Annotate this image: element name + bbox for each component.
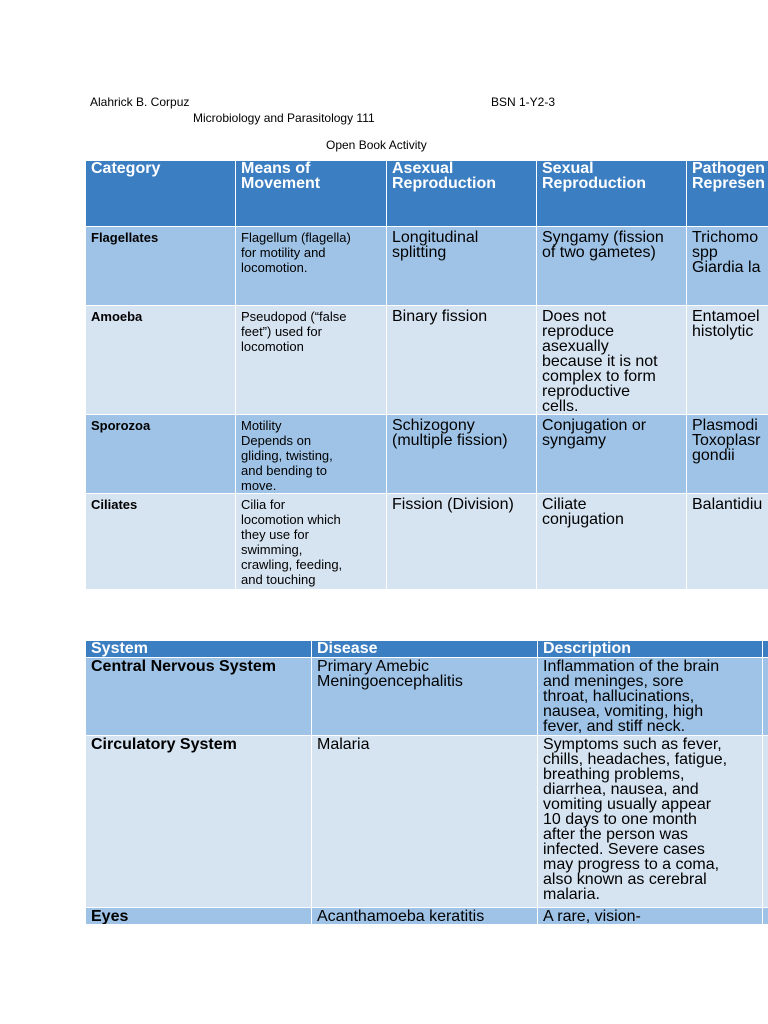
cell-disease: Malaria bbox=[312, 736, 538, 908]
cell-sexual: Conjugation or syngamy bbox=[537, 415, 687, 494]
cell-category: Flagellates bbox=[86, 227, 236, 306]
cell-asexual: Fission (Division) bbox=[387, 494, 537, 590]
cell-movement: Flagellum (flagella) for motility and locomotion. bbox=[236, 227, 387, 306]
header-category: Category bbox=[86, 161, 236, 227]
cell-sexual: Does not reproduce asexually because it is not complex to form reproductive cells. bbox=[537, 306, 687, 415]
table-row bbox=[86, 908, 768, 925]
header-asexual: Asexual Reproduction bbox=[387, 161, 537, 227]
table-row bbox=[86, 227, 768, 306]
cell-category: Amoeba bbox=[86, 306, 236, 415]
cell-description: Inflammation of the brain and meninges, sore throat, hallucinations, nausea, vomiting, high fever, and stiff neck. bbox=[538, 658, 763, 736]
cell-disease: Primary Amebic Meningoencephalitis bbox=[312, 658, 538, 736]
cell-sexual: Syngamy (fission of two gametes) bbox=[537, 227, 687, 306]
header-description: Description bbox=[538, 641, 763, 658]
table-row bbox=[86, 736, 768, 908]
cell-category: Ciliates bbox=[86, 494, 236, 590]
table-row bbox=[86, 306, 768, 415]
activity-title: Open Book Activity bbox=[326, 138, 427, 152]
cell-asexual: Binary fission bbox=[387, 306, 537, 415]
protozoa-table bbox=[85, 160, 768, 590]
header-disease: Disease bbox=[312, 641, 538, 658]
disease-table bbox=[85, 640, 768, 925]
cell-pathogen: Balantidiu bbox=[687, 494, 768, 590]
table-row bbox=[86, 494, 768, 590]
cell-disease: Acanthamoeba keratitis bbox=[312, 908, 538, 925]
header-pathogen: Pathogen Represen bbox=[687, 161, 768, 227]
cell-pathogen: Entamoel histolytic bbox=[687, 306, 768, 415]
cell-extra bbox=[763, 736, 768, 908]
cell-description: Symptoms such as fever, chills, headaches, fatigue, breathing problems, diarrhea, nausea, and vomiting usually appear 10 days to one month after the person was infected. Severe cases may progress to a coma, also known as cerebral malaria. bbox=[538, 736, 763, 908]
cell-pathogen: Trichomo spp Giardia la bbox=[687, 227, 768, 306]
student-name: Alahrick B. Corpuz bbox=[90, 95, 190, 109]
cell-extra bbox=[763, 658, 768, 736]
cell-asexual: Schizogony (multiple fission) bbox=[387, 415, 537, 494]
cell-pathogen: Plasmodi Toxoplasr gondii bbox=[687, 415, 768, 494]
cell-system: Circulatory System bbox=[86, 736, 312, 908]
header-movement: Means of Movement bbox=[236, 161, 387, 227]
cell-description: A rare, vision- bbox=[538, 908, 763, 925]
course-title: Microbiology and Parasitology 111 bbox=[193, 111, 375, 125]
table-row bbox=[86, 658, 768, 736]
header-extra bbox=[763, 641, 768, 658]
table-header-row bbox=[86, 161, 768, 227]
table-header-row bbox=[86, 641, 768, 658]
cell-movement: Motility Depends on gliding, twisting, and bending to move. bbox=[236, 415, 387, 494]
header-sexual: Sexual Reproduction bbox=[537, 161, 687, 227]
cell-system: Eyes bbox=[86, 908, 312, 925]
cell-movement: Cilia for locomotion which they use for swimming, crawling, feeding, and touching bbox=[236, 494, 387, 590]
cell-movement: Pseudopod (“false feet”) used for locomotion bbox=[236, 306, 387, 415]
cell-asexual: Longitudinal splitting bbox=[387, 227, 537, 306]
table-row bbox=[86, 415, 768, 494]
section-label: BSN 1-Y2-3 bbox=[491, 95, 556, 109]
cell-sexual: Ciliate conjugation bbox=[537, 494, 687, 590]
cell-category: Sporozoa bbox=[86, 415, 236, 494]
header-system: System bbox=[86, 641, 312, 658]
cell-extra bbox=[763, 908, 768, 925]
cell-system: Central Nervous System bbox=[86, 658, 312, 736]
